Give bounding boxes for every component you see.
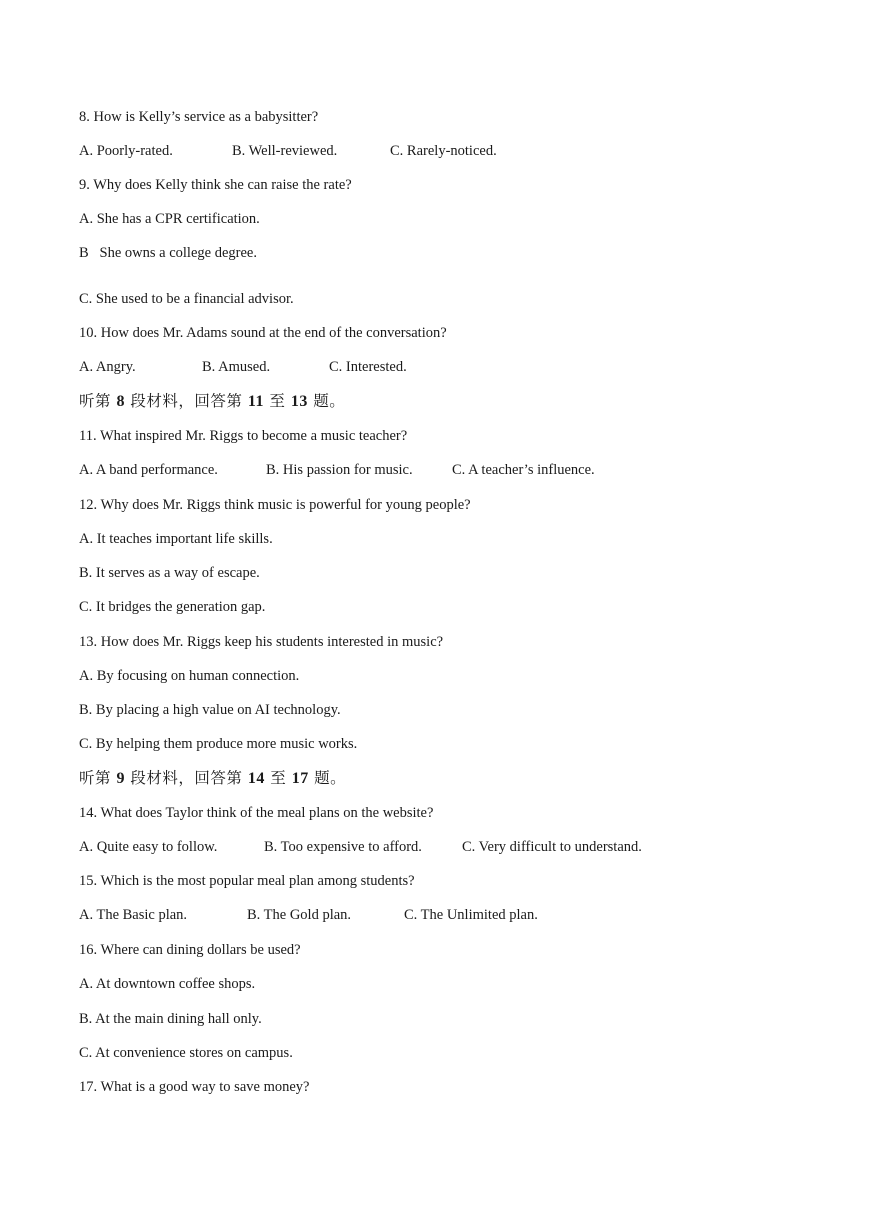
question-14-stem: 14. What does Taylor think of the meal plans on the website? — [79, 805, 434, 821]
option-b: B. The Gold plan. — [247, 907, 352, 923]
heading-text: 题。 — [313, 392, 346, 410]
heading-text: 至 — [269, 392, 286, 410]
option-a: A. Angry. — [79, 359, 136, 375]
option-c: C. A teacher’s influence. — [452, 462, 595, 478]
question-9-option-b: B She owns a college degree. — [79, 245, 257, 261]
option-c: C. Rarely-noticed. — [390, 143, 497, 159]
question-11-options — [79, 461, 595, 479]
question-10-options — [79, 358, 407, 376]
heading-number: 9 — [116, 770, 125, 787]
question-16-option-a: A. At downtown coffee shops. — [79, 976, 256, 992]
heading-text: 题。 — [314, 769, 347, 787]
option-b: B. His passion for music. — [266, 462, 413, 478]
question-13-option-c: C. By helping them produce more music works. — [79, 736, 358, 752]
question-12-option-b: B. It serves as a way of escape. — [79, 565, 260, 581]
question-16-option-b: B. At the main dining hall only. — [79, 1011, 262, 1027]
section-8-heading — [79, 392, 345, 411]
question-15-stem: 15. Which is the most popular meal plan among students? — [79, 873, 415, 889]
heading-text: 听第 — [79, 769, 112, 787]
question-16-option-c: C. At convenience stores on campus. — [79, 1045, 293, 1061]
question-9-option-a: A. She has a CPR certification. — [79, 211, 260, 227]
question-15-options — [79, 906, 538, 924]
option-a: A. Poorly-rated. — [79, 143, 173, 159]
question-17-stem: 17. What is a good way to save money? — [79, 1079, 310, 1095]
question-9-stem: 9. Why does Kelly think she can raise the rate? — [79, 177, 352, 193]
heading-number: 11 — [247, 393, 264, 410]
heading-number: 8 — [116, 393, 125, 410]
heading-text: 段材料，回答第 — [130, 392, 243, 410]
heading-number: 14 — [247, 770, 265, 787]
heading-text: 至 — [270, 769, 287, 787]
question-13-option-b: B. By placing a high value on AI technology. — [79, 702, 341, 718]
question-10-stem: 10. How does Mr. Adams sound at the end of the conversation? — [79, 325, 447, 341]
question-12-option-c: C. It bridges the generation gap. — [79, 599, 266, 615]
heading-text: 段材料，回答第 — [130, 769, 243, 787]
question-12-option-a: A. It teaches important life skills. — [79, 531, 273, 547]
option-b: B. Amused. — [202, 359, 271, 375]
option-c: C. Interested. — [329, 359, 407, 375]
question-9-option-c: C. She used to be a financial advisor. — [79, 291, 294, 307]
question-14-options — [79, 838, 642, 856]
question-13-stem: 13. How does Mr. Riggs keep his students interested in music? — [79, 634, 444, 650]
heading-text: 听第 — [79, 392, 112, 410]
question-8-stem: 8. How is Kelly’s service as a babysitter? — [79, 109, 319, 125]
option-a: A. The Basic plan. — [79, 907, 188, 923]
option-b: B. Too expensive to afford. — [264, 839, 422, 855]
question-12-stem: 12. Why does Mr. Riggs think music is powerful for young people? — [79, 497, 471, 513]
question-13-option-a: A. By focusing on human connection. — [79, 668, 300, 684]
option-b: B. Well-reviewed. — [232, 143, 338, 159]
question-8-options — [79, 142, 497, 160]
option-a: A. A band performance. — [79, 462, 218, 478]
heading-number: 13 — [290, 393, 308, 410]
option-c: C. Very difficult to understand. — [462, 839, 642, 855]
question-16-stem: 16. Where can dining dollars be used? — [79, 942, 301, 958]
heading-number: 17 — [291, 770, 309, 787]
question-11-stem: 11. What inspired Mr. Riggs to become a music teacher? — [79, 428, 408, 444]
section-9-heading — [79, 769, 346, 788]
option-a: A. Quite easy to follow. — [79, 839, 218, 855]
option-c: C. The Unlimited plan. — [404, 907, 538, 923]
